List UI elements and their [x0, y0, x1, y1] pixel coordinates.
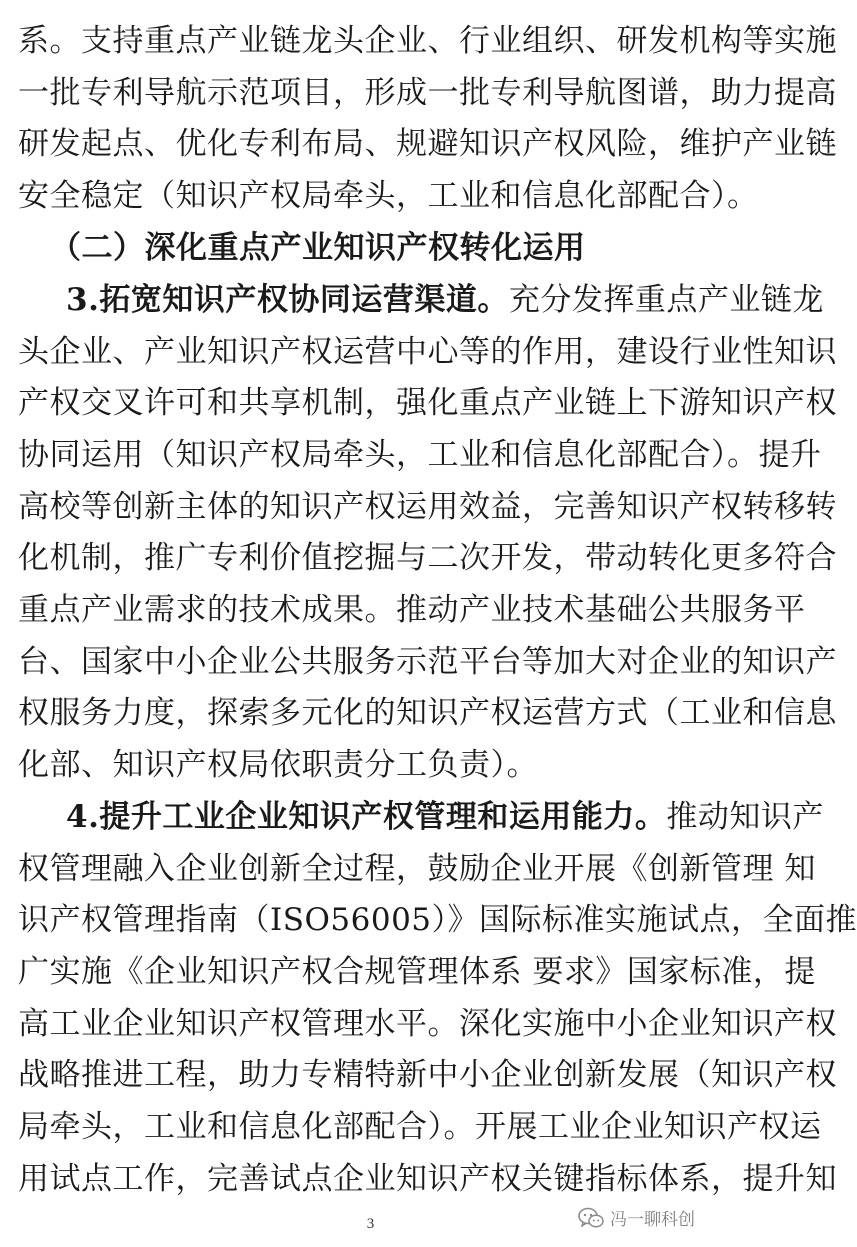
text-line: 协同运用（知识产权局牵头，工业和信息化部配合）。提升	[18, 437, 822, 473]
text-line: 高校等创新主体的知识产权运用效益，完善知识产权转移转	[18, 489, 837, 525]
lead-text: 充分发挥重点产业链龙	[508, 282, 824, 318]
text-line: 重点产业需求的技术成果。推动产业技术基础公共服务平	[18, 592, 806, 628]
text-line: 研发起点、优化专利布局、规避知识产权风险，维护产业链	[18, 126, 837, 162]
text-line: 用试点工作，完善试点企业知识产权关键指标体系，提升知	[18, 1161, 837, 1197]
paragraph-lead-line	[66, 281, 824, 319]
text-line: 头企业、产业知识产权运营中心等的作用，建设行业性知识	[18, 334, 837, 370]
lead-text: 推动知识产	[666, 799, 824, 835]
item-title: 4.提升工业企业知识产权管理和运用能力。	[66, 799, 667, 835]
section-heading: （二）深化重点产业知识产权转化运用	[50, 230, 586, 266]
text-line: 产权交叉许可和共享机制，强化重点产业链上下游知识产权	[18, 385, 837, 421]
text-line: 广实施《企业知识产权合规管理体系 要求》国家标准，提	[18, 954, 816, 990]
paragraph-lead-line	[66, 798, 824, 836]
wechat-icon	[578, 1207, 604, 1229]
text-line: 安全稳定（知识产权局牵头，工业和信息化部配合）。	[18, 178, 759, 214]
watermark-text: 冯一聊科创	[610, 1210, 695, 1230]
text-line: 台、国家中小企业公共服务示范平台等加大对企业的知识产	[18, 644, 837, 680]
text-line: 识产权管理指南（ISO56005）》国际标准实施试点，全面推	[18, 902, 857, 938]
text-line: 权服务力度，探索多元化的知识产权运营方式（工业和信息	[18, 695, 837, 731]
text-line: 高工业企业知识产权管理水平。深化实施中小企业知识产权	[18, 1006, 837, 1042]
item-title: 3.拓宽知识产权协同运营渠道。	[66, 282, 509, 318]
text-line: 化部、知识产权局依职责分工负责）。	[18, 747, 538, 783]
watermark	[578, 1205, 695, 1230]
text-line: 一批专利导航示范项目，形成一批专利导航图谱，助力提高	[18, 75, 837, 111]
text-line: 化机制，推广专利价值挖掘与二次开发，带动转化更多符合	[18, 540, 837, 576]
text-line: 局牵头，工业和信息化部配合）。开展工业企业知识产权运	[18, 1109, 822, 1145]
page-number: 3	[366, 1216, 375, 1232]
text-line: 权管理融入企业创新全过程，鼓励企业开展《创新管理 知	[18, 851, 816, 887]
text-line: 系。支持重点产业链龙头企业、行业组织、研发机构等实施	[18, 23, 837, 59]
text-line: 战略推进工程，助力专精特新中小企业创新发展（知识产权	[18, 1057, 837, 1093]
